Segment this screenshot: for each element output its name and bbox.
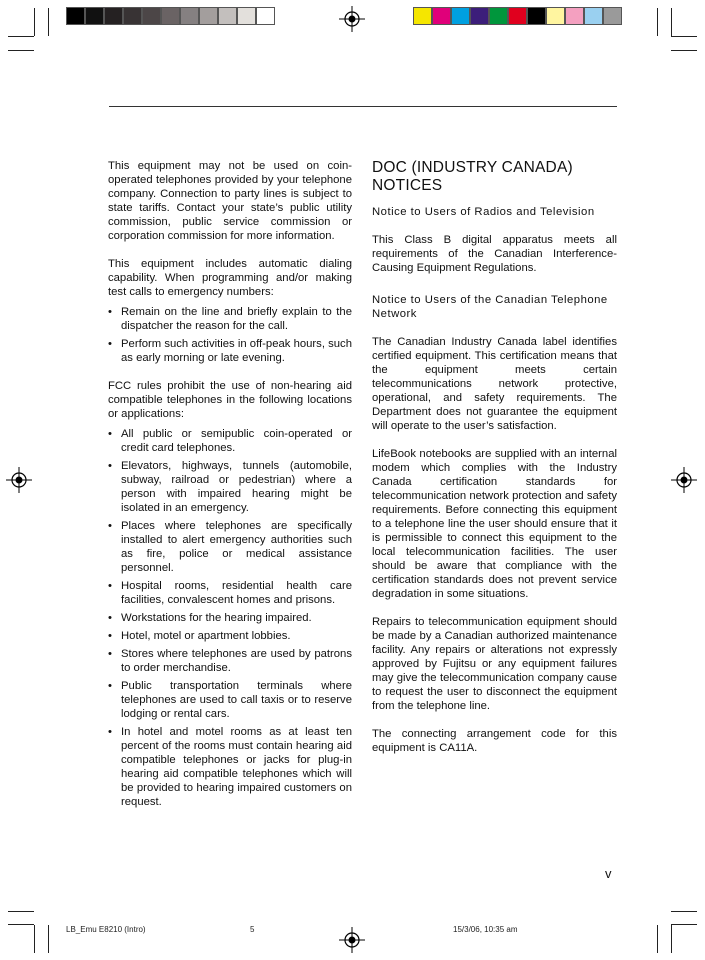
color-swatch xyxy=(489,7,508,25)
color-swatch xyxy=(161,7,180,25)
page-number: v xyxy=(605,866,612,881)
crop-mark-bl-v xyxy=(34,925,35,953)
crop-mark-bl-h2 xyxy=(8,924,34,925)
registration-mark-icon xyxy=(671,467,697,493)
color-swatch xyxy=(508,7,527,25)
crop-mark-tr-v xyxy=(657,8,658,36)
list-item: • Remain on the line and briefly explain to the dispatcher the reason for the call. xyxy=(108,305,352,333)
list-item: • In hotel and motel rooms as at least ten percent of the rooms must contain hearing aid compatible telephones or jacks for plug-in hearing aid compatible telephones which will be provided to hearing impaired customers on request. xyxy=(108,725,352,809)
paragraph-lifebook-modem: LifeBook notebooks are supplied with an internal modem which complies with the Industry Canada certification standards for telecommunication network protection and safety requirements. Before connecting this equipment to a telephone line the user should ensure that it is permissible to connect this equipment to the local telecommunication facilities. The user should be aware that compliance with the certification standards does not prevent service degradation in some situations. xyxy=(372,448,617,600)
color-swatch xyxy=(565,7,584,25)
color-swatch xyxy=(199,7,218,25)
crop-mark-br-v xyxy=(657,925,658,953)
color-swatch xyxy=(256,7,275,25)
paragraph-repairs: Repairs to telecommunication equipment should be made by a Canadian authorized maintenance facility. Any repairs or alterations not expressly approved by Fujitsu or any equipment failures may give the telecommunication company cause to request the user to disconnect the equipment from the telephone line. xyxy=(372,616,617,712)
list-item: • Perform such activities in off-peak hours, such as early morning or late evening. xyxy=(108,337,352,365)
color-swatch xyxy=(603,7,622,25)
registration-mark-icon xyxy=(339,927,365,953)
registration-mark-icon xyxy=(6,467,32,493)
grayscale-bar xyxy=(66,7,275,25)
paragraph-connecting-code: The connecting arrangement code for this equipment is CA11A. xyxy=(372,728,617,754)
list-item: • Hotel, motel or apartment lobbies. xyxy=(108,629,352,643)
list-item: • Hospital rooms, residential health care facilities, convalescent homes and prisons. xyxy=(108,579,352,607)
list-item: • All public or semipublic coin-operated or credit card telephones. xyxy=(108,427,352,455)
crop-mark-bl-h xyxy=(8,911,34,912)
slug-date: 15/3/06, 10:35 am xyxy=(453,925,518,934)
crop-mark-br-h xyxy=(671,911,697,912)
color-swatch xyxy=(432,7,451,25)
crop-mark-tl-v xyxy=(34,8,35,36)
registration-mark-icon xyxy=(339,6,365,32)
color-swatch xyxy=(104,7,123,25)
crop-mark-br-v2 xyxy=(671,925,672,953)
color-swatch xyxy=(470,7,489,25)
color-bar xyxy=(413,7,622,25)
color-swatch xyxy=(123,7,142,25)
crop-mark-tr-h xyxy=(671,36,697,37)
crop-mark-tr-h2 xyxy=(671,50,697,51)
crop-mark-tl-h2 xyxy=(8,50,34,51)
subheading-telephone-network: Notice to Users of the Canadian Telephone Network xyxy=(372,294,608,320)
paragraph-fcc-hearing-aid: FCC rules prohibit the use of non-hearing aid compatible telephones in the following locations or applications: xyxy=(108,380,352,420)
color-swatch xyxy=(546,7,565,25)
crop-mark-bl-v2 xyxy=(48,925,49,953)
paragraph-industry-canada-label: The Canadian Industry Canada label identifies certified equipment. This certification means that the equipment meets certain telecommunications network protective, operational, and safety requirements. The Department does not guarantee the equipment will operate to the user’s satisfaction. xyxy=(372,336,617,432)
right-column xyxy=(372,159,617,769)
color-swatch xyxy=(218,7,237,25)
paragraph-class-b: This Class B digital apparatus meets all requirements of the Canadian Interference-Causing Equipment Regulations. xyxy=(372,234,617,274)
list-item: • Places where telephones are specifically installed to alert emergency authorities such as fire, police or medical assistance personnel. xyxy=(108,519,352,575)
color-swatch xyxy=(527,7,546,25)
crop-mark-tl-h xyxy=(8,36,34,37)
subheading-radio-tv: Notice to Users of Radios and Television xyxy=(372,206,595,218)
color-swatch xyxy=(584,7,603,25)
color-swatch xyxy=(142,7,161,25)
slug-filename: LB_Emu E8210 (Intro) xyxy=(66,925,146,934)
header-rule xyxy=(109,106,617,107)
color-swatch xyxy=(413,7,432,25)
section-heading: DOC (INDUSTRY CANADA) NOTICES xyxy=(372,159,573,194)
list-item: • Workstations for the hearing impaired. xyxy=(108,611,352,625)
paragraph-automatic-dialing: This equipment includes automatic dialing capability. When programming and/or making test calls to emergency numbers: xyxy=(108,258,352,298)
crop-mark-br-h2 xyxy=(671,924,697,925)
emergency-call-list xyxy=(108,305,352,365)
list-item: • Stores where telephones are used by patrons to order merchandise. xyxy=(108,647,352,675)
color-swatch xyxy=(237,7,256,25)
color-swatch xyxy=(85,7,104,25)
color-swatch xyxy=(451,7,470,25)
list-item: • Public transportation terminals where telephones are used to call taxis or to reserve lodging or rental cars. xyxy=(108,679,352,721)
crop-mark-tr-v2 xyxy=(671,8,672,36)
hearing-aid-locations-list xyxy=(108,427,352,809)
color-swatch xyxy=(180,7,199,25)
paragraph-coin-telephones: This equipment may not be used on coin-operated telephones provided by your telephone company. Connection to party lines is subject to state tariffs. Contact your state’s public utility commission, public service commission or corporation commission for more information. xyxy=(108,160,352,242)
left-column xyxy=(108,159,352,823)
color-swatch xyxy=(66,7,85,25)
crop-mark-tl-v2 xyxy=(48,8,49,36)
list-item: • Elevators, highways, tunnels (automobile, subway, railroad or pedestrian) where a person with impaired hearing might be isolated in an emergency. xyxy=(108,459,352,515)
slug-page: 5 xyxy=(250,925,255,934)
